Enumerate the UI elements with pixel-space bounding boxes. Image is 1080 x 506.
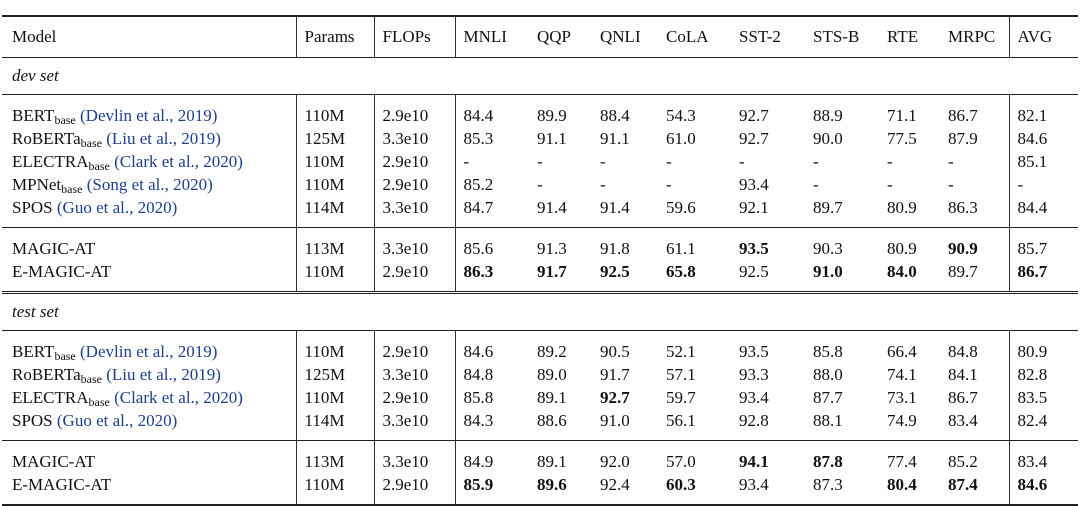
- cell-mnli: 86.3: [455, 260, 529, 293]
- cell-flops: 3.3e10: [374, 409, 455, 441]
- cell-flops: 3.3e10: [374, 441, 455, 474]
- cell-params: 110M: [296, 260, 374, 293]
- table-row: [2, 441, 1078, 474]
- cell-mnli: 85.9: [455, 473, 529, 505]
- model-name: BERT: [12, 106, 55, 125]
- model-name-cell: [2, 150, 296, 173]
- cell-flops: 3.3e10: [374, 127, 455, 150]
- table-row: [2, 473, 1078, 505]
- cell-rte: 71.1: [887, 106, 917, 125]
- cell-mnli: 84.9: [455, 441, 529, 474]
- cell-avg: -: [1009, 173, 1078, 196]
- cell-sts-b: 90.0: [813, 129, 843, 148]
- cell-rte: 77.5: [887, 129, 917, 148]
- model-name: SPOS: [12, 198, 53, 217]
- cell-cola: 61.0: [666, 129, 696, 148]
- cell-flops: 3.3e10: [374, 363, 455, 386]
- cell-mnli: 84.4: [455, 95, 529, 128]
- citation-link[interactable]: (Devlin et al., 2019): [80, 106, 218, 125]
- table-row: [2, 363, 1078, 386]
- cell-flops: 2.9e10: [374, 473, 455, 505]
- cell-rte: 77.4: [879, 441, 940, 474]
- model-subscript: base: [61, 182, 83, 196]
- cell-sst-2: 92.7: [739, 129, 769, 148]
- cell-mrpc: 90.9: [940, 228, 1009, 261]
- cell-qnli: 88.4: [600, 106, 630, 125]
- model-name: SPOS: [12, 411, 53, 430]
- table-row: [2, 127, 1078, 150]
- model-subscript: base: [88, 395, 110, 409]
- cell-mrpc: 84.8: [948, 342, 978, 361]
- model-subscript: base: [80, 372, 102, 386]
- cell-sst-2: -: [739, 152, 745, 171]
- cell-params: 110M: [296, 473, 374, 505]
- cell-rte: 80.9: [879, 228, 940, 261]
- cell-sst-2: 92.5: [739, 262, 769, 281]
- cell-cola: -: [666, 152, 672, 171]
- cell-avg: 82.8: [1009, 363, 1078, 386]
- cell-sts-b: 88.1: [813, 411, 843, 430]
- cell-mnli: 84.3: [455, 409, 529, 441]
- section-title: dev set: [2, 58, 1078, 95]
- model-name-cell: [2, 95, 296, 128]
- cell-cola: 61.1: [658, 228, 731, 261]
- cell-sts-b: 89.7: [813, 198, 843, 217]
- model-name-cell: [2, 260, 296, 293]
- cell-sts-b: 85.8: [813, 342, 843, 361]
- table-row: [2, 386, 1078, 409]
- cell-rte: -: [887, 152, 893, 171]
- cell-qnli: 90.5: [600, 342, 630, 361]
- cell-cola: 60.3: [658, 473, 731, 505]
- cell-mrpc: 87.9: [948, 129, 978, 148]
- cell-avg: 82.4: [1009, 409, 1078, 441]
- cell-sst-2: 92.1: [739, 198, 769, 217]
- cell-qnli: 91.1: [600, 129, 630, 148]
- cell-sts-b: 87.7: [813, 388, 843, 407]
- model-name: BERT: [12, 342, 55, 361]
- cell-sst-2: 93.3: [739, 365, 769, 384]
- cell-mrpc: -: [948, 175, 954, 194]
- cell-sst-2: 93.4: [739, 388, 769, 407]
- cell-sst-2: 92.7: [739, 106, 769, 125]
- cell-cola: 54.3: [666, 106, 696, 125]
- cell-params: 114M: [296, 409, 374, 441]
- cell-mrpc: 84.1: [948, 365, 978, 384]
- column-header-sts-b: STS-B: [805, 16, 879, 58]
- cell-cola: -: [666, 175, 672, 194]
- model-name: RoBERTa: [12, 129, 81, 148]
- cell-sst-2: 93.5: [739, 342, 769, 361]
- cell-params: 114M: [296, 196, 374, 228]
- cell-sts-b: -: [813, 175, 819, 194]
- cell-mnli: -: [455, 150, 529, 173]
- cell-params: 110M: [296, 95, 374, 128]
- cell-mrpc: 87.4: [940, 473, 1009, 505]
- cell-cola: 57.1: [666, 365, 696, 384]
- cell-rte: 74.1: [887, 365, 917, 384]
- model-subscript: base: [80, 136, 102, 150]
- citation-link[interactable]: (Song et al., 2020): [86, 175, 213, 194]
- cell-mnli: 84.6: [455, 331, 529, 364]
- column-header-qnli: QNLI: [592, 16, 658, 58]
- cell-mnli: 84.7: [455, 196, 529, 228]
- cell-flops: 3.3e10: [374, 196, 455, 228]
- cell-mnli: 85.2: [455, 173, 529, 196]
- cell-qqp: 89.9: [537, 106, 567, 125]
- table-row: [2, 331, 1078, 364]
- cell-flops: 3.3e10: [374, 228, 455, 261]
- cell-sts-b: 87.3: [805, 473, 879, 505]
- cell-qqp: -: [537, 175, 543, 194]
- cell-params: 113M: [296, 228, 374, 261]
- column-header-flops: FLOPs: [374, 16, 455, 58]
- model-name: ELECTRA: [12, 388, 89, 407]
- cell-rte: -: [887, 175, 893, 194]
- model-name-cell: [2, 363, 296, 386]
- cell-mrpc: 89.7: [948, 262, 978, 281]
- cell-qnli: -: [600, 152, 606, 171]
- cell-params: 110M: [296, 331, 374, 364]
- cell-qqp: 91.1: [537, 129, 567, 148]
- model-name: ELECTRA: [12, 152, 89, 171]
- table-row: [2, 196, 1078, 228]
- model-name-cell: [2, 228, 296, 261]
- cell-avg: 80.9: [1009, 331, 1078, 364]
- cell-qnli: 91.0: [600, 411, 630, 430]
- column-header-model: Model: [2, 16, 296, 58]
- cell-sts-b: -: [813, 152, 819, 171]
- column-header-params: Params: [296, 16, 374, 58]
- cell-qqp: 91.7: [537, 262, 567, 281]
- cell-avg: 82.1: [1009, 95, 1078, 128]
- cell-sst-2: 93.4: [731, 473, 805, 505]
- cell-qnli: -: [600, 175, 606, 194]
- cell-avg: 85.1: [1009, 150, 1078, 173]
- cell-cola: 59.7: [666, 388, 696, 407]
- cell-cola: 56.1: [666, 411, 696, 430]
- cell-params: 110M: [296, 150, 374, 173]
- table-row: [2, 409, 1078, 441]
- cell-flops: 2.9e10: [374, 260, 455, 293]
- cell-qqp: 89.2: [537, 342, 567, 361]
- cell-mrpc: 86.3: [948, 198, 978, 217]
- cell-qqp: 89.1: [529, 441, 592, 474]
- cell-sst-2: 93.5: [731, 228, 805, 261]
- cell-mrpc: 86.7: [948, 388, 978, 407]
- cell-params: 110M: [296, 386, 374, 409]
- cell-qnli: 91.8: [592, 228, 658, 261]
- cell-qqp: 91.4: [537, 198, 567, 217]
- cell-mnli: 85.6: [455, 228, 529, 261]
- cell-qnli: 92.5: [600, 262, 630, 281]
- column-header-mrpc: MRPC: [940, 16, 1009, 58]
- model-name-cell: [2, 441, 296, 474]
- cell-qqp: 89.1: [537, 388, 567, 407]
- column-header-sst-2: SST-2: [731, 16, 805, 58]
- citation-link[interactable]: (Guo et al., 2020): [56, 411, 178, 430]
- cell-flops: 2.9e10: [374, 150, 455, 173]
- column-header-qqp: QQP: [529, 16, 592, 58]
- cell-avg: 84.6: [1009, 127, 1078, 150]
- cell-mrpc: 83.4: [948, 411, 978, 430]
- cell-qqp: 89.0: [537, 365, 567, 384]
- citation-link[interactable]: (Liu et al., 2019): [106, 129, 221, 148]
- column-header-mnli: MNLI: [455, 16, 529, 58]
- cell-avg: 83.4: [1009, 441, 1078, 474]
- cell-qnli: 92.0: [592, 441, 658, 474]
- cell-sts-b: 88.9: [813, 106, 843, 125]
- cell-cola: 65.8: [666, 262, 696, 281]
- cell-flops: 2.9e10: [374, 173, 455, 196]
- header-row: [2, 16, 1078, 58]
- model-name-cell: [2, 409, 296, 441]
- model-name: RoBERTa: [12, 365, 81, 384]
- cell-flops: 2.9e10: [374, 386, 455, 409]
- cell-qqp: 89.6: [529, 473, 592, 505]
- table-row: [2, 260, 1078, 293]
- cell-rte: 80.9: [887, 198, 917, 217]
- cell-mnli: 85.3: [455, 127, 529, 150]
- cell-params: 125M: [296, 363, 374, 386]
- cell-cola: 57.0: [658, 441, 731, 474]
- table-row: [2, 228, 1078, 261]
- cell-mnli: 85.8: [455, 386, 529, 409]
- cell-flops: 2.9e10: [374, 331, 455, 364]
- cell-sst-2: 93.4: [739, 175, 769, 194]
- model-subscript: base: [54, 349, 76, 363]
- cell-rte: 80.4: [879, 473, 940, 505]
- cell-qqp: 91.3: [529, 228, 592, 261]
- cell-params: 113M: [296, 441, 374, 474]
- model-name: E-MAGIC-AT: [12, 262, 112, 281]
- cell-flops: 2.9e10: [374, 95, 455, 128]
- cell-sts-b: 91.0: [813, 262, 843, 281]
- model-name: MAGIC-AT: [12, 239, 96, 258]
- section-title: test set: [2, 293, 1078, 331]
- cell-qnli: 91.7: [600, 365, 630, 384]
- table-row: [2, 173, 1078, 196]
- cell-params: 125M: [296, 127, 374, 150]
- cell-sst-2: 94.1: [731, 441, 805, 474]
- results-table: [2, 15, 1078, 506]
- model-name-cell: [2, 127, 296, 150]
- cell-avg: 83.5: [1009, 386, 1078, 409]
- section-row: [2, 58, 1078, 95]
- cell-sst-2: 92.8: [739, 411, 769, 430]
- table-row: [2, 150, 1078, 173]
- cell-mnli: 84.8: [455, 363, 529, 386]
- cell-cola: 59.6: [666, 198, 696, 217]
- column-header-avg: AVG: [1009, 16, 1078, 58]
- cell-sts-b: 88.0: [813, 365, 843, 384]
- citation-link[interactable]: (Devlin et al., 2019): [80, 342, 218, 361]
- cell-qnli: 92.4: [592, 473, 658, 505]
- cell-sts-b: 87.8: [805, 441, 879, 474]
- model-name-cell: [2, 473, 296, 505]
- cell-qnli: 91.4: [600, 198, 630, 217]
- table-row: [2, 95, 1078, 128]
- model-name: E-MAGIC-AT: [12, 475, 112, 494]
- model-subscript: base: [88, 159, 110, 173]
- cell-mrpc: 85.2: [940, 441, 1009, 474]
- cell-avg: 86.7: [1009, 260, 1078, 293]
- cell-qqp: 88.6: [537, 411, 567, 430]
- cell-rte: 73.1: [887, 388, 917, 407]
- cell-mrpc: -: [948, 152, 954, 171]
- model-name-cell: [2, 196, 296, 228]
- citation-link[interactable]: (Clark et al., 2020): [114, 152, 243, 171]
- model-name-cell: [2, 386, 296, 409]
- cell-avg: 84.4: [1009, 196, 1078, 228]
- model-name: MAGIC-AT: [12, 452, 96, 471]
- cell-avg: 84.6: [1009, 473, 1078, 505]
- model-name-cell: [2, 331, 296, 364]
- cell-sts-b: 90.3: [805, 228, 879, 261]
- cell-rte: 66.4: [887, 342, 917, 361]
- cell-rte: 74.9: [887, 411, 917, 430]
- cell-cola: 52.1: [666, 342, 696, 361]
- citation-link[interactable]: (Liu et al., 2019): [106, 365, 221, 384]
- cell-qnli: 92.7: [600, 388, 630, 407]
- model-name-cell: [2, 173, 296, 196]
- cell-avg: 85.7: [1009, 228, 1078, 261]
- section-row: [2, 293, 1078, 331]
- cell-rte: 84.0: [887, 262, 917, 281]
- column-header-cola: CoLA: [658, 16, 731, 58]
- cell-mrpc: 86.7: [948, 106, 978, 125]
- citation-link[interactable]: (Guo et al., 2020): [56, 198, 178, 217]
- model-name: MPNet: [12, 175, 62, 194]
- model-subscript: base: [54, 113, 76, 127]
- cell-params: 110M: [296, 173, 374, 196]
- cell-qqp: -: [537, 152, 543, 171]
- citation-link[interactable]: (Clark et al., 2020): [114, 388, 243, 407]
- column-header-rte: RTE: [879, 16, 940, 58]
